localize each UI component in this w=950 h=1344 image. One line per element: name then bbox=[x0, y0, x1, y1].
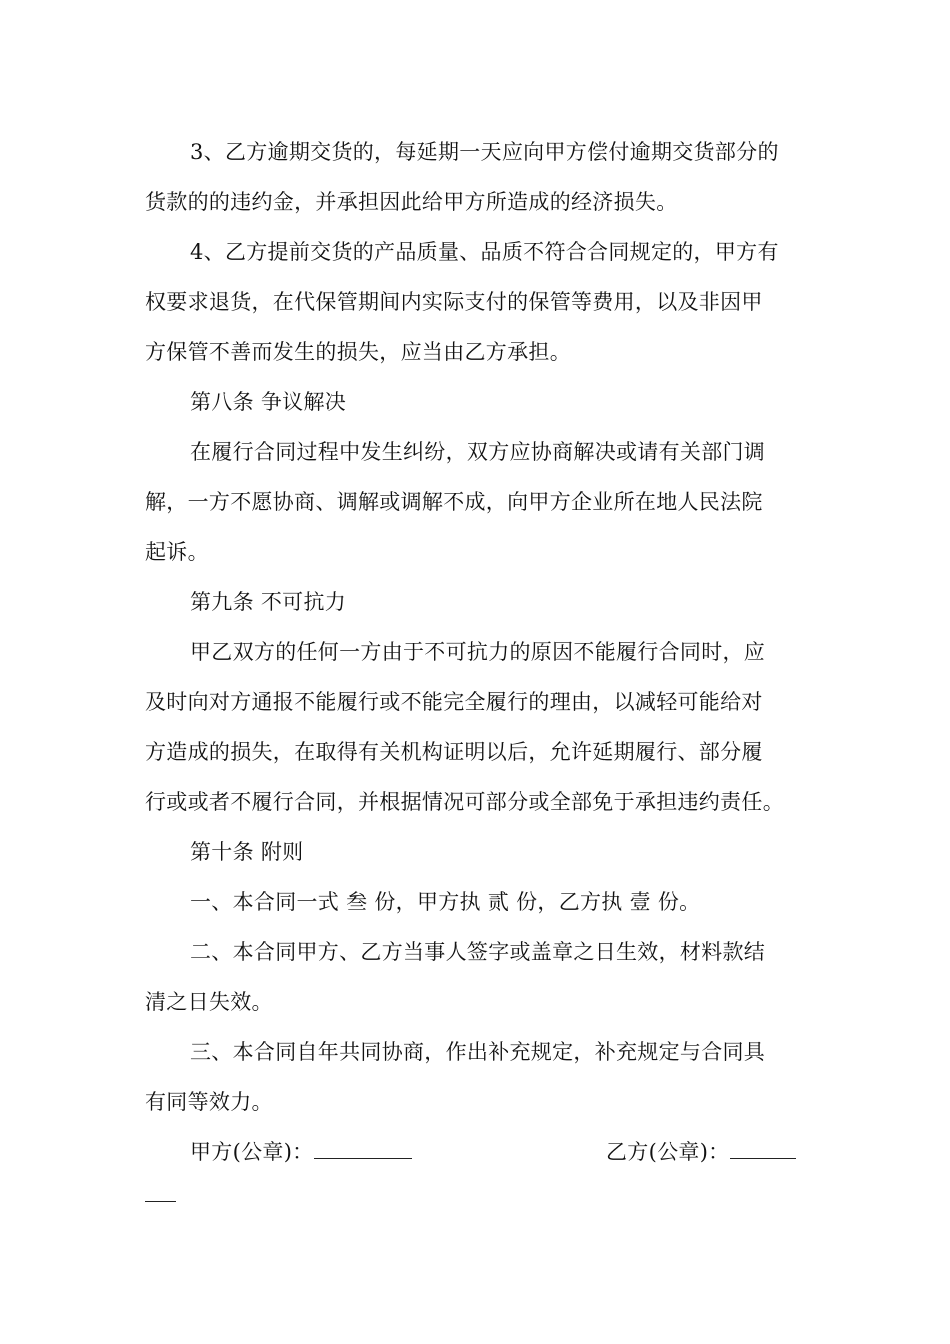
party-a-label: 甲方(公章)： bbox=[190, 1140, 314, 1164]
clause-7-item-4-line-2: 权要求退货，在代保管期间内实际支付的保管等费用，以及非因甲 bbox=[145, 290, 763, 314]
clause-10-item-2-line-2: 清之日失效。 bbox=[145, 990, 273, 1014]
clause-7-item-3-line-2: 货款的的违约金，并承担因此给甲方所造成的经济损失。 bbox=[145, 190, 678, 214]
clause-9-heading: 第九条 不可抗力 bbox=[190, 590, 347, 614]
clause-9-line-4: 行或或者不履行合同，并根据情况可部分或全部免于承担违约责任。 bbox=[145, 790, 784, 814]
clause-7-item-4-line-3: 方保管不善而发生的损失，应当由乙方承担。 bbox=[145, 340, 571, 364]
clause-9-line-2: 及时向对方通报不能履行或不能完全履行的理由，以减轻可能给对 bbox=[145, 690, 763, 714]
clause-8-heading: 第八条 争议解决 bbox=[190, 390, 347, 414]
party-b-signature bbox=[606, 1138, 796, 1166]
party-a-signature bbox=[190, 1138, 412, 1166]
clause-8-line-2: 解，一方不愿协商、调解或调解不成，向甲方企业所在地人民法院 bbox=[145, 490, 763, 514]
clause-10-item-2-line-1: 二、本合同甲方、乙方当事人签字或盖章之日生效，材料款结 bbox=[190, 940, 766, 964]
party-a-signature-line bbox=[314, 1140, 412, 1159]
clause-10-item-3-line-1: 三、本合同自年共同协商，作出补充规定，补充规定与合同具 bbox=[190, 1040, 766, 1064]
party-b-signature-line bbox=[730, 1140, 796, 1159]
clause-9-line-3: 方造成的损失，在取得有关机构证明以后，允许延期履行、部分履 bbox=[145, 740, 763, 764]
clause-10-item-1: 一、本合同一式 叁 份，甲方执 贰 份，乙方执 壹 份。 bbox=[190, 890, 701, 914]
clause-8-line-3: 起诉。 bbox=[145, 540, 209, 564]
clause-8-line-1: 在履行合同过程中发生纠纷，双方应协商解决或请有关部门调 bbox=[190, 440, 766, 464]
clause-7-item-3-line-1: 3、乙方逾期交货的，每延期一天应向甲方偿付逾期交货部分的 bbox=[190, 140, 779, 164]
clause-9-line-1: 甲乙双方的任何一方由于不可抗力的原因不能履行合同时，应 bbox=[190, 640, 766, 664]
signature-line-continuation bbox=[145, 1201, 176, 1202]
clause-7-item-4-line-1: 4、乙方提前交货的产品质量、品质不符合合同规定的，甲方有 bbox=[190, 240, 779, 264]
clause-10-heading: 第十条 附则 bbox=[190, 840, 304, 864]
party-b-label: 乙方(公章)： bbox=[606, 1140, 730, 1164]
clause-10-item-3-line-2: 有同等效力。 bbox=[145, 1090, 273, 1114]
